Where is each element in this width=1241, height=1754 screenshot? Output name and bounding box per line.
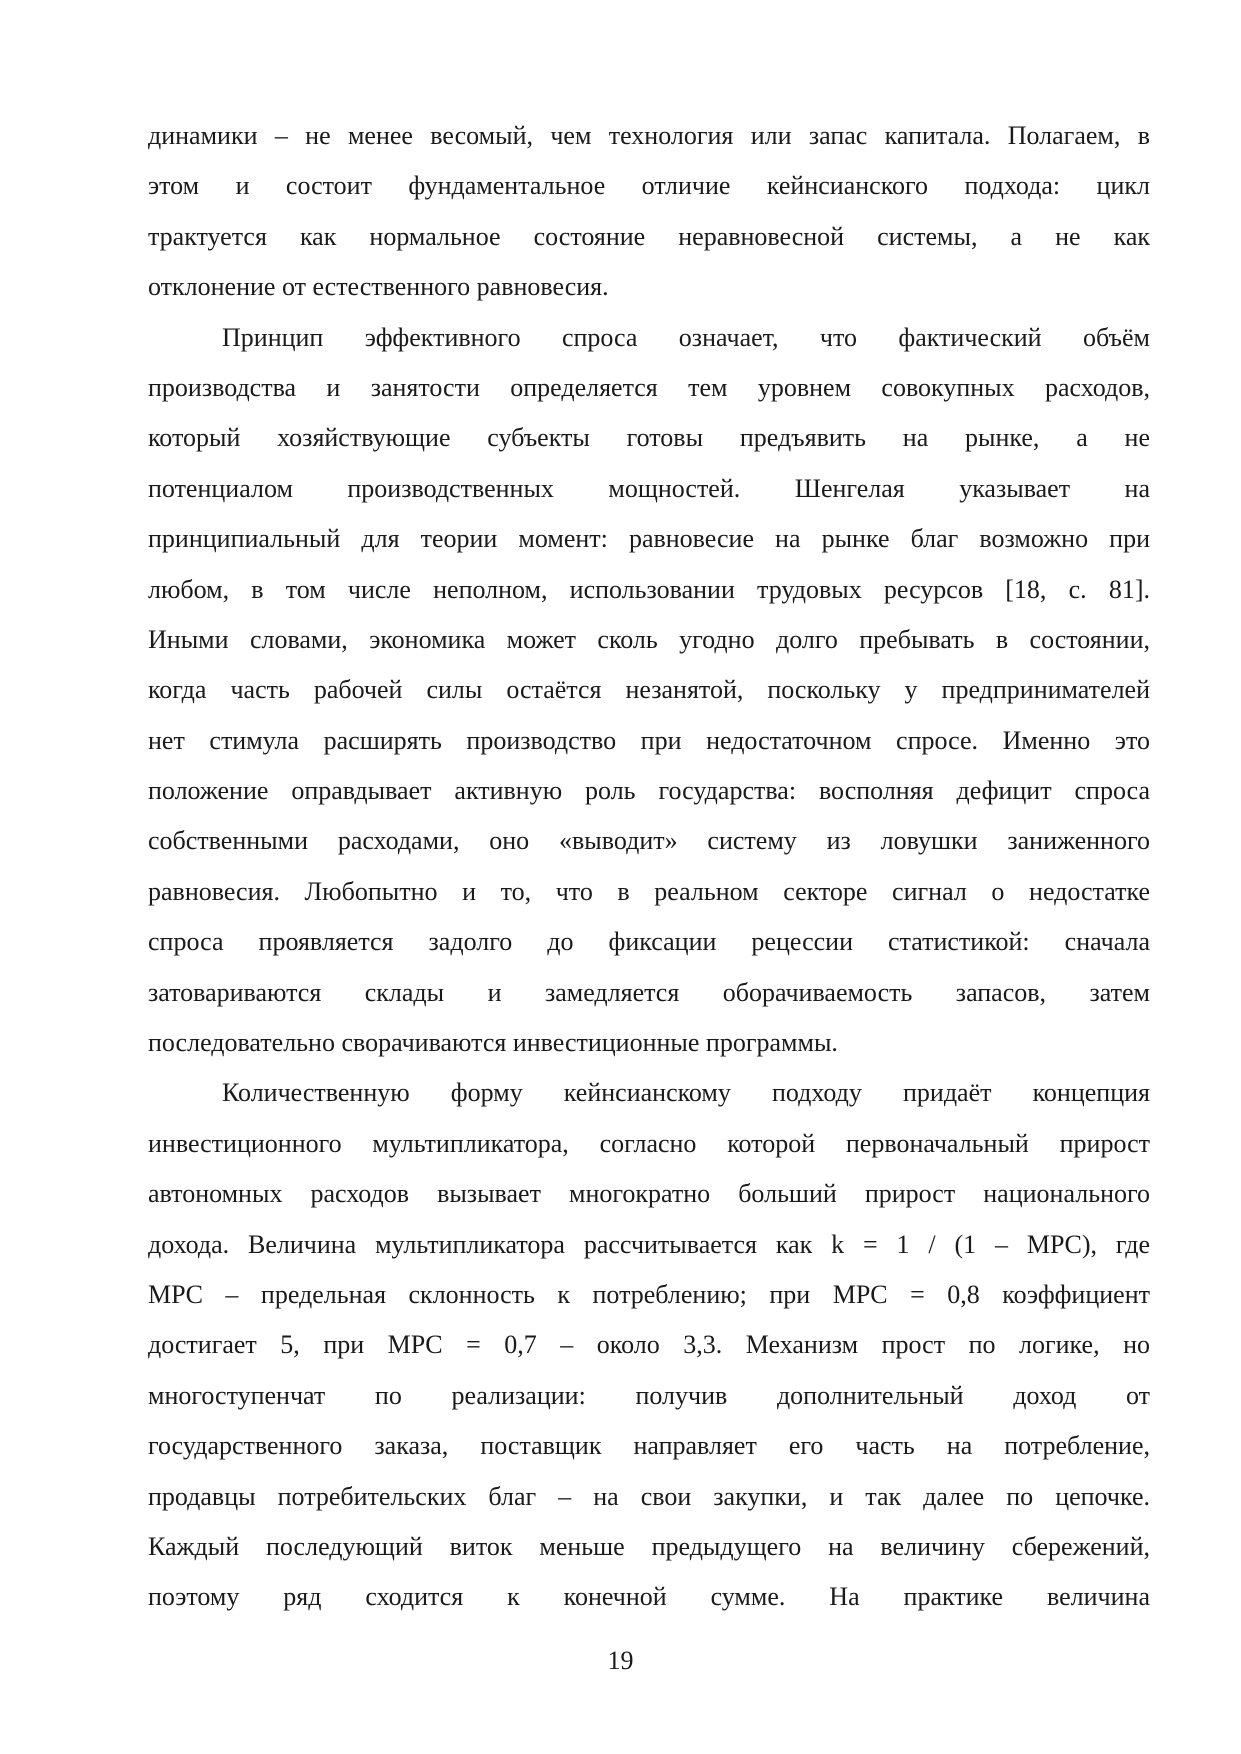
text-line: инвестиционного мультипликатора, согласно которой первоначальный прирост [148, 1128, 1150, 1158]
text-line: динамики – не менее весомый, чем технология или запас капитала. Полагаем, в [148, 121, 1150, 150]
text-line: производства и занятости определяется тем уровнем совокупных расходов, [148, 372, 1150, 402]
text-line: государственного заказа, поставщик направляет его часть на потребление, [148, 1431, 1150, 1461]
text-line: автономных расходов вызывает многократно больший прирост национального [148, 1179, 1150, 1209]
paragraph [148, 313, 1150, 1069]
text-line: собственными расходами, оно «выводит» систему из ловушки заниженного [148, 826, 1150, 856]
text-line: достигает 5, при MPC = 0,7 – около 3,3. Механизм прост по логике, но [148, 1330, 1150, 1360]
text-line: равновесия. Любопытно и то, что в реальном секторе сигнал о недостатке [148, 876, 1150, 906]
text-line: продавцы потребительских благ – на свои закупки, и так далее по цепочке. [148, 1481, 1150, 1511]
text-line: этом и состоит фундаментальное отличие кейнсианского подхода: цикл [148, 171, 1150, 201]
text-line: дохода. Величина мультипликатора рассчитывается как k = 1 / (1 – MPC), где [148, 1229, 1150, 1259]
text-line: Каждый последующий виток меньше предыдущего на величину сбережений, [148, 1531, 1150, 1561]
text-line: последовательно сворачиваются инвестиционные программы. [148, 1028, 838, 1058]
text-line: когда часть рабочей силы остаётся незанятой, поскольку у предпринимателей [148, 675, 1150, 705]
text-line: положение оправдывает активную роль государства: восполняя дефицит спроса [148, 776, 1150, 806]
text-line: трактуется как нормальное состояние неравновесной системы, а не как [148, 221, 1150, 251]
text-line: затовариваются склады и замедляется оборачиваемость запасов, затем [148, 977, 1150, 1007]
paragraph [148, 1068, 1150, 1622]
text-line: поэтому ряд сходится к конечной сумме. На практике величина [148, 1582, 1150, 1612]
page-number: 19 [607, 1646, 634, 1675]
text-line: который хозяйствующие субъекты готовы предъявить на рынке, а не [148, 423, 1150, 453]
text-line: MPC – предельная склонность к потреблению; при MPC = 0,8 коэффициент [148, 1279, 1150, 1309]
text-line: многоступенчат по реализации: получив дополнительный доход от [148, 1380, 1150, 1410]
text-line: принципиальный для теории момент: равновесие на рынке благ возможно при [148, 524, 1150, 554]
paragraph [148, 111, 1150, 313]
body-text [148, 111, 1150, 1623]
text-line: Принцип эффективного спроса означает, что фактический объём [222, 322, 1150, 352]
text-line: нет стимула расширять производство при недостаточном спросе. Именно это [148, 725, 1150, 755]
text-line: любом, в том числе неполном, использовании трудовых ресурсов [18, с. 81]. [148, 574, 1150, 604]
text-line: Иными словами, экономика может сколь угодно долго пребывать в состоянии, [148, 624, 1150, 654]
text-line: отклонение от естественного равновесия. [148, 272, 609, 302]
text-line: Количественную форму кейнсианскому подходу придаёт концепция [222, 1078, 1150, 1108]
text-line: спроса проявляется задолго до фиксации рецессии статистикой: сначала [148, 927, 1150, 957]
text-line: потенциалом производственных мощностей. Шенгелая указывает на [148, 473, 1150, 503]
